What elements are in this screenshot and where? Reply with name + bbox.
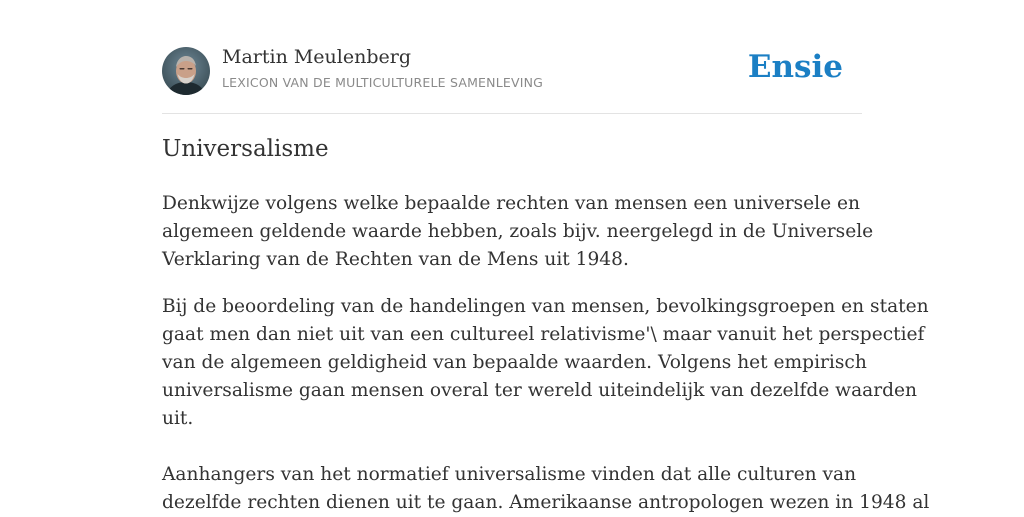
paragraph-line: Bij de beoordeling van de handelingen van mensen, bevolkingsgroepen en staten xyxy=(162,296,929,317)
article-page xyxy=(162,0,930,513)
paragraph-line: Denkwijze volgens welke bepaalde rechten van mensen een universele en xyxy=(162,193,860,214)
article-title: Universalisme xyxy=(162,136,329,162)
paragraph-line: dezelfde rechten dienen uit te gaan. Amerikaanse antropologen wezen in 1948 al xyxy=(162,492,930,513)
header-divider xyxy=(162,113,862,114)
author-subtitle[interactable]: LEXICON VAN DE MULTICULTURELE SAMENLEVING xyxy=(222,75,544,90)
paragraph-line: Verklaring van de Rechten van de Mens uit 1948. xyxy=(162,249,629,270)
author-avatar[interactable] xyxy=(162,47,210,95)
paragraph-line: universalisme gaan mensen overal ter wereld uiteindelijk van dezelfde waarden xyxy=(162,380,918,401)
paragraph-line: gaat men dan niet uit van een cultureel relativisme'\ maar vanuit het perspectief xyxy=(162,324,925,345)
paragraph-line: algemeen geldende waarde hebben, zoals bijv. neergelegd in de Universele xyxy=(162,221,874,242)
author-header xyxy=(162,46,862,96)
avatar-photo-icon xyxy=(162,47,210,95)
paragraph-3 xyxy=(162,461,930,517)
paragraph-line: van de algemeen geldigheid van bepaalde waarden. Volgens het empirisch xyxy=(162,352,867,373)
paragraph-1 xyxy=(162,190,874,274)
paragraph-line: uit. xyxy=(162,408,194,429)
paragraph-line: Aanhangers van het normatief universalisme vinden dat alle culturen van xyxy=(162,464,857,485)
ensie-logo[interactable]: Ensie xyxy=(747,49,843,85)
paragraph-2 xyxy=(162,293,929,433)
article-body xyxy=(162,190,930,517)
author-name[interactable]: Martin Meulenberg xyxy=(222,46,411,68)
